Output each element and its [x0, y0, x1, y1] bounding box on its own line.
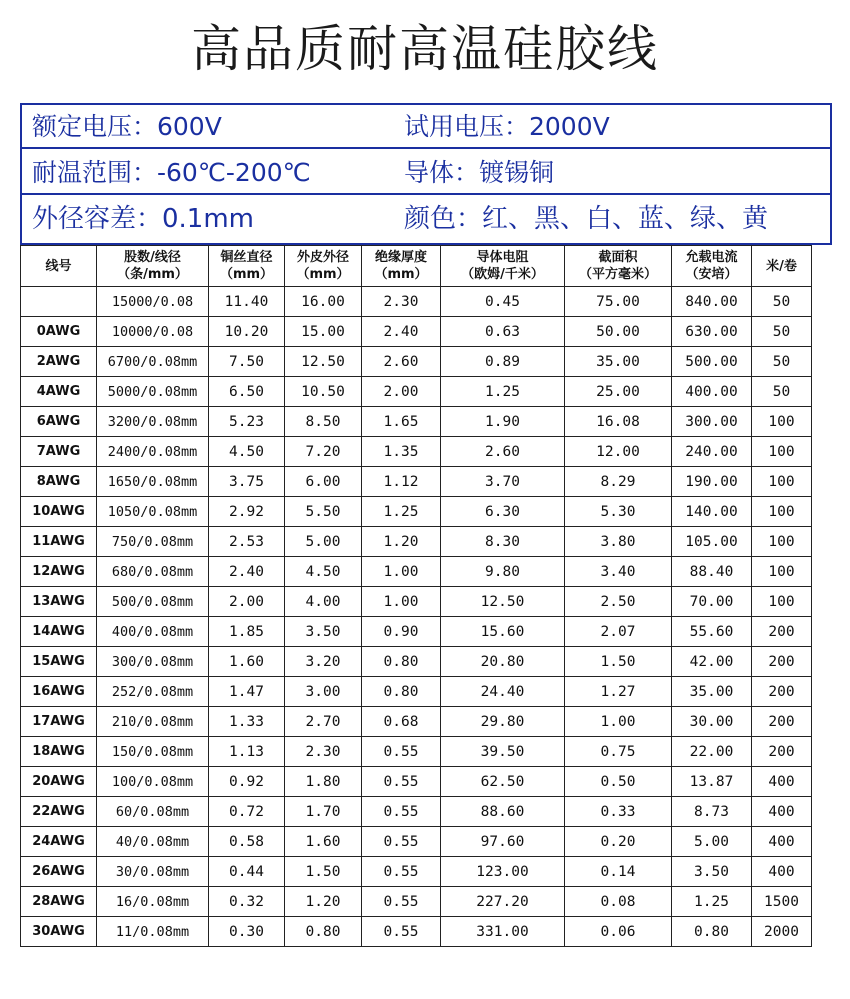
spec-row [22, 197, 830, 241]
table-cell: 140.00 [672, 497, 752, 527]
table-cell: 35.00 [672, 677, 752, 707]
table-cell: 1650/0.08mm [97, 467, 209, 497]
table-cell: 0.92 [209, 767, 285, 797]
header-wire-gauge [21, 246, 97, 287]
table-cell: 24.40 [441, 677, 565, 707]
table-cell: 1.00 [362, 557, 441, 587]
table-cell: 0.55 [362, 827, 441, 857]
table-cell: 12AWG [21, 557, 97, 587]
table-cell: 630.00 [672, 317, 752, 347]
table-cell: 16AWG [21, 677, 97, 707]
table-cell: 0.68 [362, 707, 441, 737]
table-row [21, 557, 812, 587]
table-cell: 400/0.08mm [97, 617, 209, 647]
header-unit: （欧姆/千米） [461, 267, 544, 282]
header-unit: （条/mm） [117, 267, 188, 282]
table-cell: 10000/0.08 [97, 317, 209, 347]
table-cell: 6.30 [441, 497, 565, 527]
table-cell: 97.60 [441, 827, 565, 857]
spec-rated-voltage: 额定电压：600V [32, 112, 222, 141]
header-strands [97, 246, 209, 287]
table-cell: 1.25 [362, 497, 441, 527]
spec-row [22, 105, 830, 149]
table-cell: 2.92 [209, 497, 285, 527]
table-cell: 0.58 [209, 827, 285, 857]
table-row [21, 737, 812, 767]
table-cell: 100 [752, 557, 812, 587]
table-cell: 100/0.08mm [97, 767, 209, 797]
table-cell: 9.80 [441, 557, 565, 587]
table-cell: 0.55 [362, 857, 441, 887]
spec-conductor: 导体：镀锡铜 [404, 158, 555, 187]
table-cell: 240.00 [672, 437, 752, 467]
table-cell: 105.00 [672, 527, 752, 557]
table-row [21, 917, 812, 947]
table-row [21, 317, 812, 347]
table-row [21, 617, 812, 647]
table-cell: 1.50 [565, 647, 672, 677]
header-conductor-resistance [441, 246, 565, 287]
header-insulation-thickness [362, 246, 441, 287]
table-cell: 8.73 [672, 797, 752, 827]
table-cell: 2.00 [209, 587, 285, 617]
table-cell: 0.20 [565, 827, 672, 857]
table-cell: 0.06 [565, 917, 672, 947]
table-cell: 18AWG [21, 737, 97, 767]
table-cell: 3.75 [209, 467, 285, 497]
table-cell: 15AWG [21, 647, 97, 677]
table-cell: 200 [752, 737, 812, 767]
table-cell: 55.60 [672, 617, 752, 647]
table-cell: 1.12 [362, 467, 441, 497]
header-meters-per-roll [752, 246, 812, 287]
table-cell: 3.80 [565, 527, 672, 557]
table-cell: 2.00 [362, 377, 441, 407]
header-outer-diameter [285, 246, 362, 287]
table-cell: 400 [752, 827, 812, 857]
table-cell: 1.50 [285, 857, 362, 887]
table-row [21, 887, 812, 917]
table-cell: 200 [752, 677, 812, 707]
table-cell: 6.50 [209, 377, 285, 407]
table-cell: 12.50 [285, 347, 362, 377]
table-cell: 0.33 [565, 797, 672, 827]
table-cell: 20.80 [441, 647, 565, 677]
table-cell: 1.90 [441, 407, 565, 437]
table-cell: 300/0.08mm [97, 647, 209, 677]
table-cell: 100 [752, 587, 812, 617]
table-cell: 13AWG [21, 587, 97, 617]
table-cell: 16/0.08mm [97, 887, 209, 917]
table-cell: 4AWG [21, 377, 97, 407]
table-cell: 1.35 [362, 437, 441, 467]
table-cell: 8.50 [285, 407, 362, 437]
table-cell: 40/0.08mm [97, 827, 209, 857]
table-cell: 28AWG [21, 887, 97, 917]
table-cell: 2.30 [285, 737, 362, 767]
table-cell: 7.20 [285, 437, 362, 467]
table-cell: 16.00 [285, 287, 362, 317]
table-cell: 2.40 [362, 317, 441, 347]
table-cell: 5.23 [209, 407, 285, 437]
table-cell: 50 [752, 317, 812, 347]
table-cell: 210/0.08mm [97, 707, 209, 737]
header-unit: （安培） [685, 267, 738, 282]
table-cell: 1.13 [209, 737, 285, 767]
table-cell: 5000/0.08mm [97, 377, 209, 407]
table-cell: 1.33 [209, 707, 285, 737]
table-cell: 750/0.08mm [97, 527, 209, 557]
table-cell: 0.80 [362, 677, 441, 707]
table-cell: 123.00 [441, 857, 565, 887]
table-cell: 0.80 [672, 917, 752, 947]
table-cell: 25.00 [565, 377, 672, 407]
table-cell: 150/0.08mm [97, 737, 209, 767]
table-cell: 12.00 [565, 437, 672, 467]
table-cell: 39.50 [441, 737, 565, 767]
table-row [21, 527, 812, 557]
table-cell: 0.55 [362, 887, 441, 917]
table-cell: 8AWG [21, 467, 97, 497]
header-label: 截面积 [598, 250, 638, 265]
table-cell: 1.20 [285, 887, 362, 917]
table-cell: 15.60 [441, 617, 565, 647]
table-cell: 50 [752, 347, 812, 377]
table-cell: 400.00 [672, 377, 752, 407]
table-cell: 30/0.08mm [97, 857, 209, 887]
table-cell: 11.40 [209, 287, 285, 317]
table-cell: 0.45 [441, 287, 565, 317]
table-row [21, 767, 812, 797]
table-row [21, 467, 812, 497]
table-cell: 3.00 [285, 677, 362, 707]
table-cell: 0.55 [362, 917, 441, 947]
table-cell: 1.27 [565, 677, 672, 707]
table-cell: 30.00 [672, 707, 752, 737]
table-cell: 11AWG [21, 527, 97, 557]
table-cell: 22AWG [21, 797, 97, 827]
table-row [21, 857, 812, 887]
table-cell: 13.87 [672, 767, 752, 797]
header-label: 外皮外径 [296, 250, 349, 265]
table-row [21, 827, 812, 857]
table-cell: 0.32 [209, 887, 285, 917]
table-row [21, 677, 812, 707]
table-cell: 15000/0.08 [97, 287, 209, 317]
header-cross-section [565, 246, 672, 287]
table-cell: 5.00 [285, 527, 362, 557]
header-label: 股数/线径 [124, 250, 181, 265]
table-cell: 1.47 [209, 677, 285, 707]
table-cell: 0.44 [209, 857, 285, 887]
table-cell: 2.50 [565, 587, 672, 617]
table-cell: 100 [752, 407, 812, 437]
table-cell: 0.75 [565, 737, 672, 767]
header-label: 绝缘厚度 [374, 250, 427, 265]
table-cell: 10.20 [209, 317, 285, 347]
table-cell: 1.25 [441, 377, 565, 407]
table-cell: 4.50 [209, 437, 285, 467]
table-cell: 30AWG [21, 917, 97, 947]
table-cell: 1.00 [565, 707, 672, 737]
table-cell: 227.20 [441, 887, 565, 917]
spec-row [22, 151, 830, 195]
table-cell: 840.00 [672, 287, 752, 317]
table-cell: 0.89 [441, 347, 565, 377]
wire-spec-table [20, 245, 812, 947]
table-cell: 2.70 [285, 707, 362, 737]
table-cell: 1.00 [362, 587, 441, 617]
table-cell: 2.60 [441, 437, 565, 467]
table-cell: 2.07 [565, 617, 672, 647]
table-cell: 26AWG [21, 857, 97, 887]
table-cell: 0AWG [21, 317, 97, 347]
table-cell: 20AWG [21, 767, 97, 797]
header-unit: （mm） [296, 267, 350, 282]
spec-test-voltage: 试用电压：2000V [404, 112, 610, 141]
table-cell: 35.00 [565, 347, 672, 377]
table-cell: 2.60 [362, 347, 441, 377]
table-cell: 5.00 [672, 827, 752, 857]
table-row [21, 587, 812, 617]
table-row [21, 497, 812, 527]
table-cell: 17AWG [21, 707, 97, 737]
table-cell: 1.20 [362, 527, 441, 557]
table-cell: 5.50 [285, 497, 362, 527]
table-cell: 400 [752, 797, 812, 827]
table-cell: 1500 [752, 887, 812, 917]
table-cell: 2.40 [209, 557, 285, 587]
table-cell: 50.00 [565, 317, 672, 347]
table-cell: 200 [752, 617, 812, 647]
header-label: 铜丝直径 [220, 250, 273, 265]
table-cell: 4.00 [285, 587, 362, 617]
spec-temperature-range: 耐温范围：-60℃-200℃ [32, 158, 311, 187]
table-cell: 50 [752, 287, 812, 317]
table-cell: 100 [752, 467, 812, 497]
table-cell: 1.60 [209, 647, 285, 677]
table-cell: 60/0.08mm [97, 797, 209, 827]
table-cell: 0.90 [362, 617, 441, 647]
table-cell: 1.65 [362, 407, 441, 437]
table-cell: 6700/0.08mm [97, 347, 209, 377]
table-row [21, 437, 812, 467]
table-row [21, 407, 812, 437]
table-cell: 0.80 [362, 647, 441, 677]
table-cell: 100 [752, 497, 812, 527]
table-cell: 3.20 [285, 647, 362, 677]
table-row [21, 707, 812, 737]
table-row [21, 797, 812, 827]
page-title: 高品质耐高温硅胶线 [191, 20, 659, 78]
table-cell: 2400/0.08mm [97, 437, 209, 467]
table-row [21, 347, 812, 377]
table-row [21, 377, 812, 407]
table-cell: 680/0.08mm [97, 557, 209, 587]
table-cell: 1050/0.08mm [97, 497, 209, 527]
header-label: 米/卷 [766, 258, 797, 274]
header-label: 线号 [45, 258, 72, 274]
table-cell: 2AWG [21, 347, 97, 377]
table-cell: 10.50 [285, 377, 362, 407]
table-cell: 8.30 [441, 527, 565, 557]
table-cell: 3200/0.08mm [97, 407, 209, 437]
table-row [21, 647, 812, 677]
table-cell: 500.00 [672, 347, 752, 377]
table-cell: 0.50 [565, 767, 672, 797]
table-cell: 42.00 [672, 647, 752, 677]
table-cell: 3.50 [285, 617, 362, 647]
table-cell: 8.29 [565, 467, 672, 497]
table-cell: 200 [752, 707, 812, 737]
table-cell: 7.50 [209, 347, 285, 377]
table-cell: 200 [752, 647, 812, 677]
table-cell: 70.00 [672, 587, 752, 617]
header-unit: （mm） [219, 267, 274, 282]
table-cell: 1.85 [209, 617, 285, 647]
table-cell: 400 [752, 767, 812, 797]
table-cell: 400 [752, 857, 812, 887]
table-cell: 0.63 [441, 317, 565, 347]
header-copper-diameter [209, 246, 285, 287]
table-cell: 3.70 [441, 467, 565, 497]
table-cell: 100 [752, 437, 812, 467]
table-row [21, 287, 812, 317]
table-cell: 5.30 [565, 497, 672, 527]
table-cell: 3.40 [565, 557, 672, 587]
table-cell: 6.00 [285, 467, 362, 497]
header-label: 导体电阻 [476, 250, 529, 265]
table-cell: 10AWG [21, 497, 97, 527]
spec-colors: 颜色：红、黑、白、蓝、绿、黄 [404, 204, 769, 234]
table-cell: 16.08 [565, 407, 672, 437]
table-cell: 7AWG [21, 437, 97, 467]
spec-outer-diameter-tolerance: 外径容差：0.1mm [32, 204, 255, 234]
table-cell: 2.30 [362, 287, 441, 317]
table-cell: 50 [752, 377, 812, 407]
table-cell: 500/0.08mm [97, 587, 209, 617]
header-current-rating [672, 246, 752, 287]
table-cell: 0.08 [565, 887, 672, 917]
table-header-row [21, 246, 812, 287]
table-cell: 2000 [752, 917, 812, 947]
table-cell: 100 [752, 527, 812, 557]
table-cell: 252/0.08mm [97, 677, 209, 707]
table-cell: 88.40 [672, 557, 752, 587]
table-cell: 0.72 [209, 797, 285, 827]
table-cell: 2.53 [209, 527, 285, 557]
table-cell: 1.25 [672, 887, 752, 917]
table-cell: 75.00 [565, 287, 672, 317]
table-cell: 15.00 [285, 317, 362, 347]
header-unit: （平方毫米） [578, 267, 657, 282]
table-cell: 0.80 [285, 917, 362, 947]
table-cell: 1.60 [285, 827, 362, 857]
table-cell: 62.50 [441, 767, 565, 797]
table-cell: 190.00 [672, 467, 752, 497]
table-cell: 0.55 [362, 797, 441, 827]
table-cell: 24AWG [21, 827, 97, 857]
table-body [21, 287, 812, 947]
table-cell [21, 287, 97, 317]
table-cell: 88.60 [441, 797, 565, 827]
table-cell: 1.70 [285, 797, 362, 827]
table-cell: 14AWG [21, 617, 97, 647]
table-cell: 300.00 [672, 407, 752, 437]
table-cell: 0.30 [209, 917, 285, 947]
header-label: 允载电流 [685, 250, 738, 265]
table-cell: 0.55 [362, 737, 441, 767]
table-cell: 6AWG [21, 407, 97, 437]
table-cell: 11/0.08mm [97, 917, 209, 947]
table-cell: 22.00 [672, 737, 752, 767]
table-cell: 29.80 [441, 707, 565, 737]
table-cell: 12.50 [441, 587, 565, 617]
table-cell: 4.50 [285, 557, 362, 587]
spec-box [20, 103, 832, 245]
table-cell: 0.14 [565, 857, 672, 887]
table-cell: 1.80 [285, 767, 362, 797]
table-cell: 331.00 [441, 917, 565, 947]
table-cell: 3.50 [672, 857, 752, 887]
table-cell: 0.55 [362, 767, 441, 797]
header-unit: （mm） [374, 267, 428, 282]
